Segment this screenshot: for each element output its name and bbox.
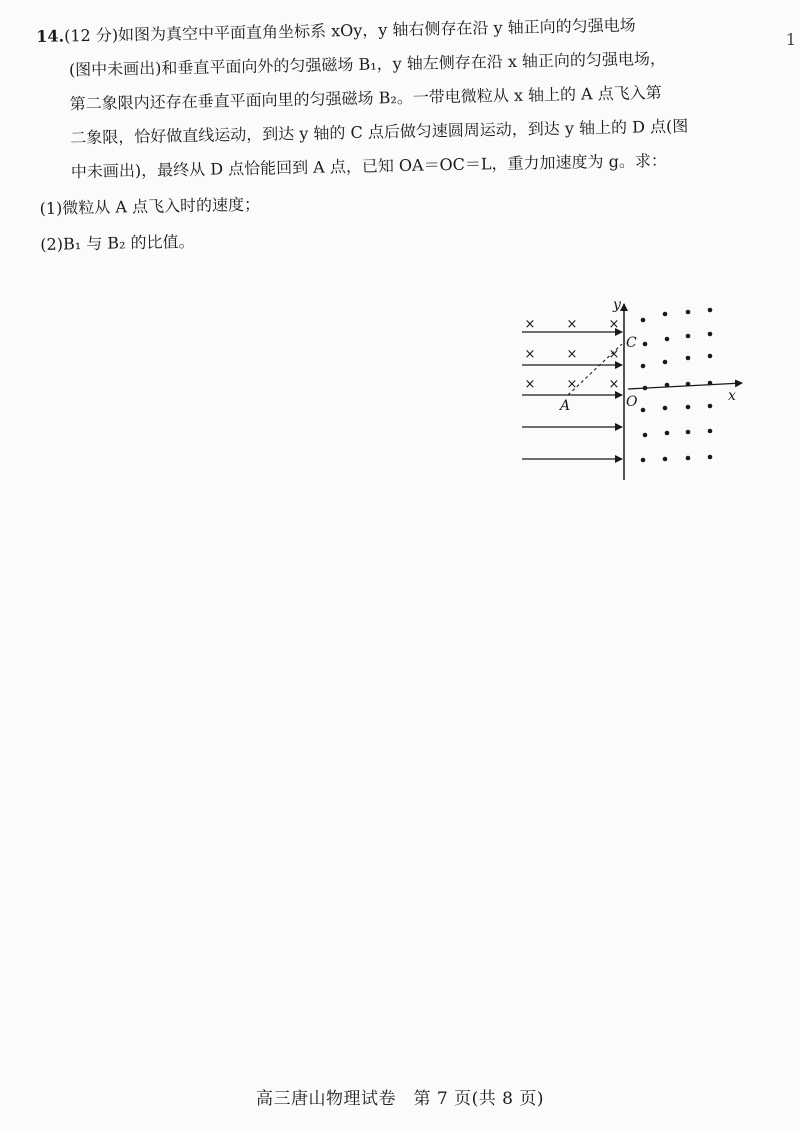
into-page-mark: × <box>608 377 620 392</box>
into-page-mark: × <box>524 347 536 362</box>
origin-label: O <box>626 394 638 410</box>
into-page-mark: × <box>566 317 578 332</box>
into-page-mark: × <box>524 317 536 332</box>
into-page-mark: × <box>524 377 536 392</box>
question-2: (2)B₁ 与 B₂ 的比值。 <box>40 231 195 254</box>
x-axis-label: x <box>728 388 736 404</box>
problem-text-line: (12 分)如图为真空中平面直角坐标系 xOy，y 轴右侧存在沿 y 轴正向的匀强电场 <box>63 15 636 46</box>
point-c-label: C <box>626 335 637 351</box>
question-1: (1)微粒从 A 点飞入时的速度； <box>39 194 261 218</box>
into-page-mark: × <box>608 347 620 362</box>
problem-line-2: (图中未画出)和垂直平面向外的匀强磁场 B₁，y 轴左侧存在沿 x 轴正向的匀强电场， <box>68 48 667 80</box>
point-a-label: A <box>560 398 571 414</box>
into-page-mark: × <box>566 377 578 392</box>
field-diagram <box>510 292 760 492</box>
page-footer: 高三唐山物理试卷 第 7 页(共 8 页) <box>255 1089 544 1109</box>
into-page-mark: × <box>566 347 578 362</box>
problem-line-4: 二象限，恰好做直线运动，到达 y 轴的 C 点后做匀速圆周运动，到达 y 轴上的 D 点(图 <box>70 116 689 148</box>
into-page-mark: × <box>608 317 620 332</box>
problem-number: 14. <box>36 26 65 46</box>
y-axis-label: y <box>613 297 621 313</box>
problem-line-3: 第二象限内还存在垂直平面向里的匀强磁场 B₂。一带电微粒从 x 轴上的 A 点飞入第 <box>69 83 662 114</box>
page-edge-mark: 1 <box>785 30 796 49</box>
problem-line-5: 中未画出)，最终从 D 点恰能回到 A 点，已知 OA＝OC＝L，重力加速度为 g。求： <box>70 150 668 182</box>
problem-14 <box>36 6 761 262</box>
